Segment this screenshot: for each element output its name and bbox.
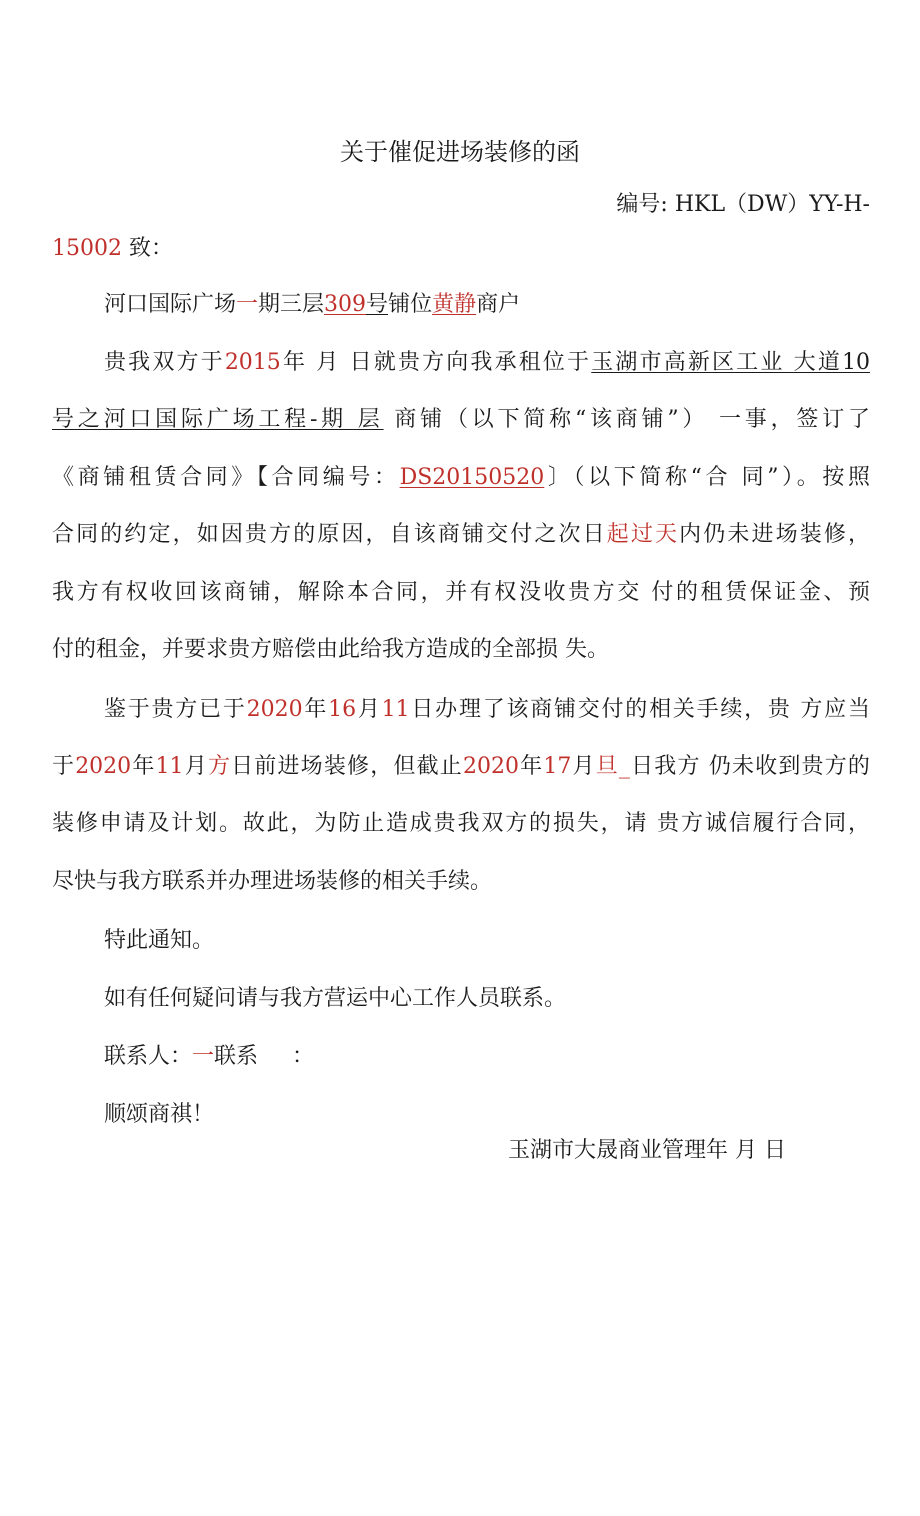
location-address-cont: 号之河口国际广场工程-期 层 (52, 407, 384, 432)
p1-line-2 (52, 405, 870, 435)
p2-text: 年 (518, 754, 544, 779)
p1-line-4 (52, 520, 870, 550)
p2-text: 日办理了该商铺交付的相关手续，贵 方应当 (409, 697, 870, 722)
number-value: HKL（DW）YY-H- (674, 192, 870, 217)
p2-text: 月 (183, 754, 208, 779)
addressee-line (104, 290, 870, 320)
p1-text: 内仍未进场装修， (679, 522, 870, 547)
delivery-day: 11 (381, 697, 410, 722)
contact-colon: ： (292, 1044, 315, 1069)
shop-number: 309 (324, 292, 367, 317)
lease-year: 2015 (224, 350, 281, 375)
p2-line-4: 尽快与我方联系并办理进场装修的相关手续。 (52, 869, 493, 894)
delivery-month: 16 (328, 697, 357, 722)
deadline-year: 2020 (75, 754, 132, 779)
p1-text: 商铺（以下简称“该商铺”） (394, 407, 709, 432)
p1-text: 一事，签订了 (719, 407, 870, 432)
p1-text: 《商铺租赁合同》【合同编号： (52, 465, 400, 490)
p2-line-1 (104, 695, 870, 725)
p1-line-5: 我方有权收回该商铺，解除本合同，并有权没收贵方交 付的租赁保证金、预 (52, 580, 870, 605)
p1-line-3 (52, 463, 870, 493)
p2-text: 鉴于贵方已于 (104, 697, 247, 722)
cutoff-year: 2020 (462, 754, 519, 779)
number-label: 编号: (616, 192, 668, 217)
number-suffix: 15002 (52, 236, 122, 261)
contact-person-label: 联系人： (104, 1044, 193, 1069)
addressee-plaza: 河口国际广场 (104, 292, 237, 317)
document-number (616, 190, 870, 220)
p2-text: 年 (302, 697, 329, 722)
p2-text: 月 (571, 754, 596, 779)
cutoff-month: 17 (543, 754, 572, 779)
location-address: 玉湖市高新区工业 大道10 (591, 350, 870, 375)
p1-text: 〕 (544, 465, 574, 490)
p2-text: 年 (131, 754, 156, 779)
contract-number: DS20150520 (399, 465, 545, 490)
addressee-position: 铺位 (388, 292, 433, 317)
days-limit: 起过天 (606, 522, 680, 547)
notice-line: 特此通知。 (104, 928, 215, 953)
tenant-name: 黄静 (432, 292, 477, 317)
p2-text: 日我方 仍未收到贵方的 (629, 754, 870, 779)
delivery-year: 2020 (246, 697, 303, 722)
contact-line (104, 1042, 870, 1072)
p2-text: 日前进场装修，但截止 (231, 754, 463, 779)
to-label: 致： (129, 236, 174, 261)
addressee-floor: 期三层 (258, 292, 325, 317)
contact-label: 联系 (214, 1044, 259, 1069)
p1-text: （以下简称“合 同”）。按照 (573, 465, 870, 490)
p2-text: 月 (356, 697, 382, 722)
deadline-day: 方 (207, 754, 232, 779)
addressee-tenant: 商户 (476, 292, 521, 317)
p2-line-2 (52, 752, 870, 782)
cutoff-day: 旦_ (595, 754, 630, 779)
to-line (52, 234, 870, 264)
closing-line: 顺颂商祺！ (104, 1102, 215, 1127)
p1-text: 贵我双方于 (104, 350, 225, 375)
signature-line: 玉湖市大晟商业管理年 月 日 (508, 1138, 786, 1163)
shop-number-suffix: 号 (366, 292, 389, 317)
p2-text: 于 (52, 754, 76, 779)
contact-person-value: 一 (192, 1044, 215, 1069)
p1-text: 年 月 日就贵方向我承租位于 (280, 350, 592, 375)
contact-note: 如有任何疑问请与我方营运中心工作人员联系。 (104, 986, 567, 1011)
p2-line-3: 装修申请及计划。故此，为防止造成贵我双方的损失，请 贵方诚信履行合同， (52, 811, 870, 836)
letter-title: 关于催促进场装修的函 (340, 138, 580, 166)
p1-line-1 (104, 348, 870, 378)
p1-line-6: 付的租金，并要求贵方赔偿由此给我方造成的全部损 失。 (52, 637, 609, 662)
addressee-phase: 一 (236, 292, 259, 317)
p1-text: 合同的约定，如因贵方的原因，自该商铺交付之次日 (52, 522, 607, 547)
deadline-month: 11 (155, 754, 184, 779)
